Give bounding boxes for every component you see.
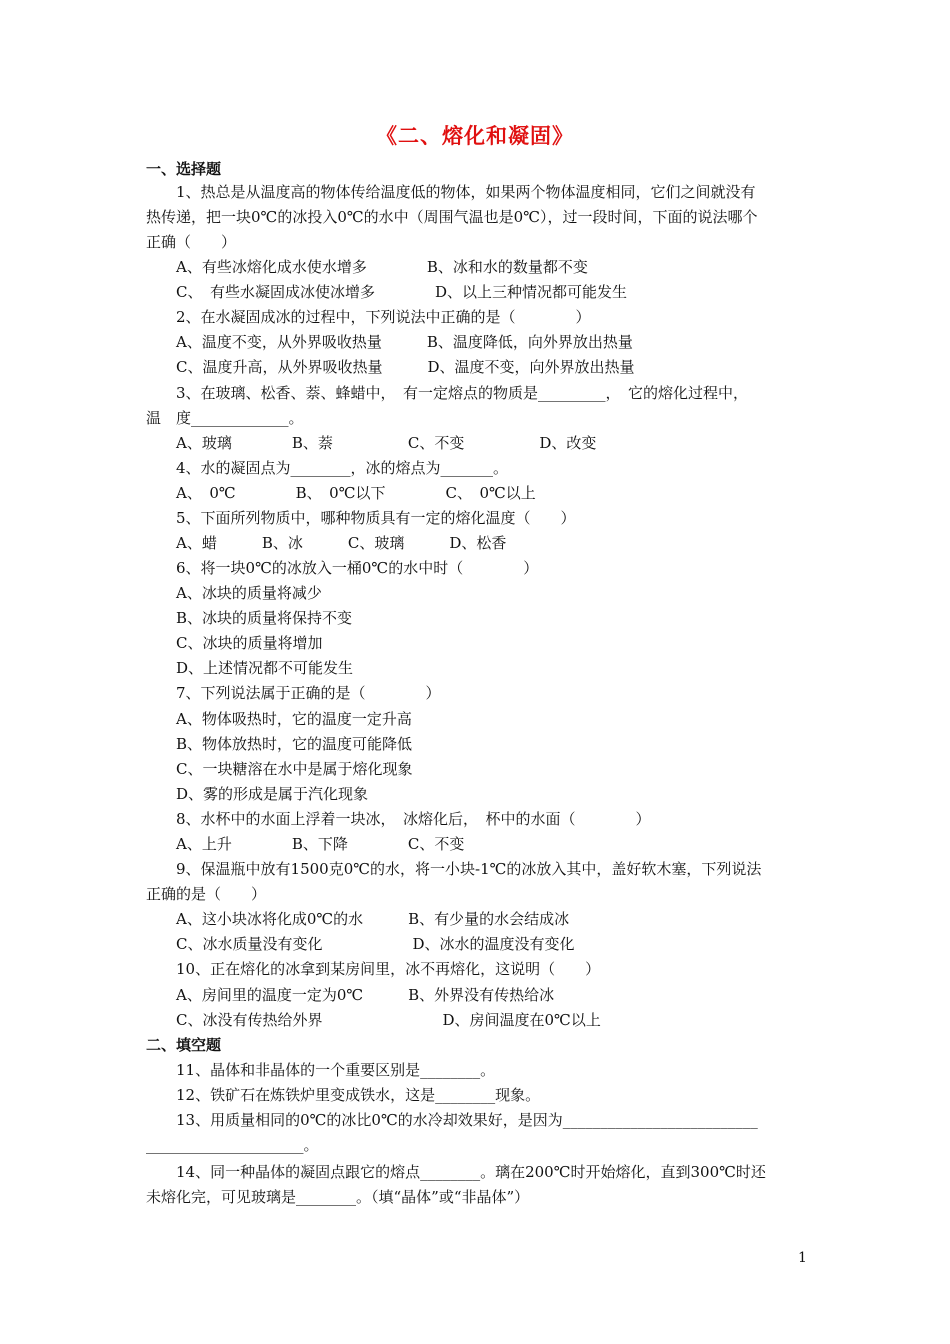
question-line: _____________________。 <box>146 1136 319 1154</box>
question-line: 12、铁矿石在炼铁炉里变成铁水，这是________现象。 <box>176 1086 541 1104</box>
question-line: 7、下列说法属于正确的是（ ） <box>176 684 441 702</box>
question-line: 13、用质量相同的0℃的冰比0℃的水冷却效果好，是因为__________________________ <box>176 1111 758 1129</box>
document-title: 《二、熔化和凝固》 <box>376 124 574 148</box>
option-line: A、冰块的质量将减少 <box>176 584 322 602</box>
option-line: A、温度不变，从外界吸收热量 B、温度降低，向外界放出热量 <box>176 333 633 351</box>
question-line: 2、在水凝固成冰的过程中，下列说法中正确的是（ ） <box>176 308 591 326</box>
option-line: A、上升 B、下降 C、不变 <box>176 835 465 853</box>
option-line: A、玻璃 B、萘 C、不变 D、改变 <box>176 434 597 452</box>
question-line: 14、同一种晶体的凝固点跟它的熔点________。璃在200℃时开始熔化，直到300℃时还 <box>176 1163 766 1181</box>
option-line: A、这小块冰将化成0℃的水 B、有少量的水会结成冰 <box>176 910 570 928</box>
option-line: C、温度升高，从外界吸收热量 D、温度不变，向外界放出热量 <box>176 358 635 376</box>
question-line: 6、将一块0℃的冰放入一桶0℃的水中时（ ） <box>176 559 539 577</box>
question-line: 9、保温瓶中放有1500克0℃的水，将一小块-1℃的冰放入其中，盖好软木塞，下列说法 <box>176 860 762 878</box>
question-line: 温 度_____________。 <box>146 409 304 427</box>
question-line: 1、热总是从温度高的物体传给温度低的物体，如果两个物体温度相同，它们之间就没有 <box>176 183 756 201</box>
option-line: D、上述情况都不可能发生 <box>176 659 354 677</box>
option-line: C、冰块的质量将增加 <box>176 634 323 652</box>
option-line: C、一块糖溶在水中是属于熔化现象 <box>176 760 413 778</box>
option-line: C、冰水质量没有变化 D、冰水的温度没有变化 <box>176 935 575 953</box>
question-line: 5、下面所列物质中，哪种物质具有一定的熔化温度（ ） <box>176 509 576 527</box>
page-number: 1 <box>798 1250 807 1266</box>
option-line: C、冰没有传热给外界 D、房间温度在0℃以上 <box>176 1011 601 1029</box>
question-line: 8、水杯中的水面上浮着一块冰， 冰熔化后， 杯中的水面（ ） <box>176 810 651 828</box>
question-line: 11、晶体和非晶体的一个重要区别是________。 <box>176 1061 496 1079</box>
question-line: 10、正在熔化的冰拿到某房间里，冰不再熔化，这说明（ ） <box>176 960 601 978</box>
option-line: A、 0℃ B、 0℃以下 C、 0℃以上 <box>176 484 536 502</box>
question-line: 3、在玻璃、松香、萘、蜂蜡中， 有一定熔点的物质是_________， 它的熔化过程中， <box>176 384 749 402</box>
question-line: 正确的是（ ） <box>146 885 267 903</box>
option-line: A、房间里的温度一定为0℃ B、外界没有传热给冰 <box>176 986 555 1004</box>
question-line: 热传递，把一块0℃的冰投入0℃的水中（周围气温也是0℃），过一段时间，下面的说法哪个 <box>146 208 758 226</box>
option-line: B、物体放热时，它的温度可能降低 <box>176 735 413 753</box>
question-line: 4、水的凝固点为________，冰的熔点为_______。 <box>176 459 509 477</box>
question-line: 未熔化完，可见玻璃是________。（填“晶体”或“非晶体”） <box>146 1188 530 1206</box>
section-heading-choice: 一、选择题 <box>146 160 222 178</box>
option-line: D、雾的形成是属于汽化现象 <box>176 785 369 803</box>
question-line: 正确（ ） <box>146 233 237 251</box>
option-line: A、蜡 B、冰 C、玻璃 D、松香 <box>176 534 507 552</box>
option-line: A、有些冰熔化成水使水增多 B、冰和水的数量都不变 <box>176 258 588 276</box>
section-heading-fill: 二、填空题 <box>146 1036 222 1054</box>
option-line: B、冰块的质量将保持不变 <box>176 609 353 627</box>
option-line: A、物体吸热时，它的温度一定升高 <box>176 710 412 728</box>
option-line: C、 有些水凝固成冰使冰增多 D、以上三种情况都可能发生 <box>176 283 628 301</box>
